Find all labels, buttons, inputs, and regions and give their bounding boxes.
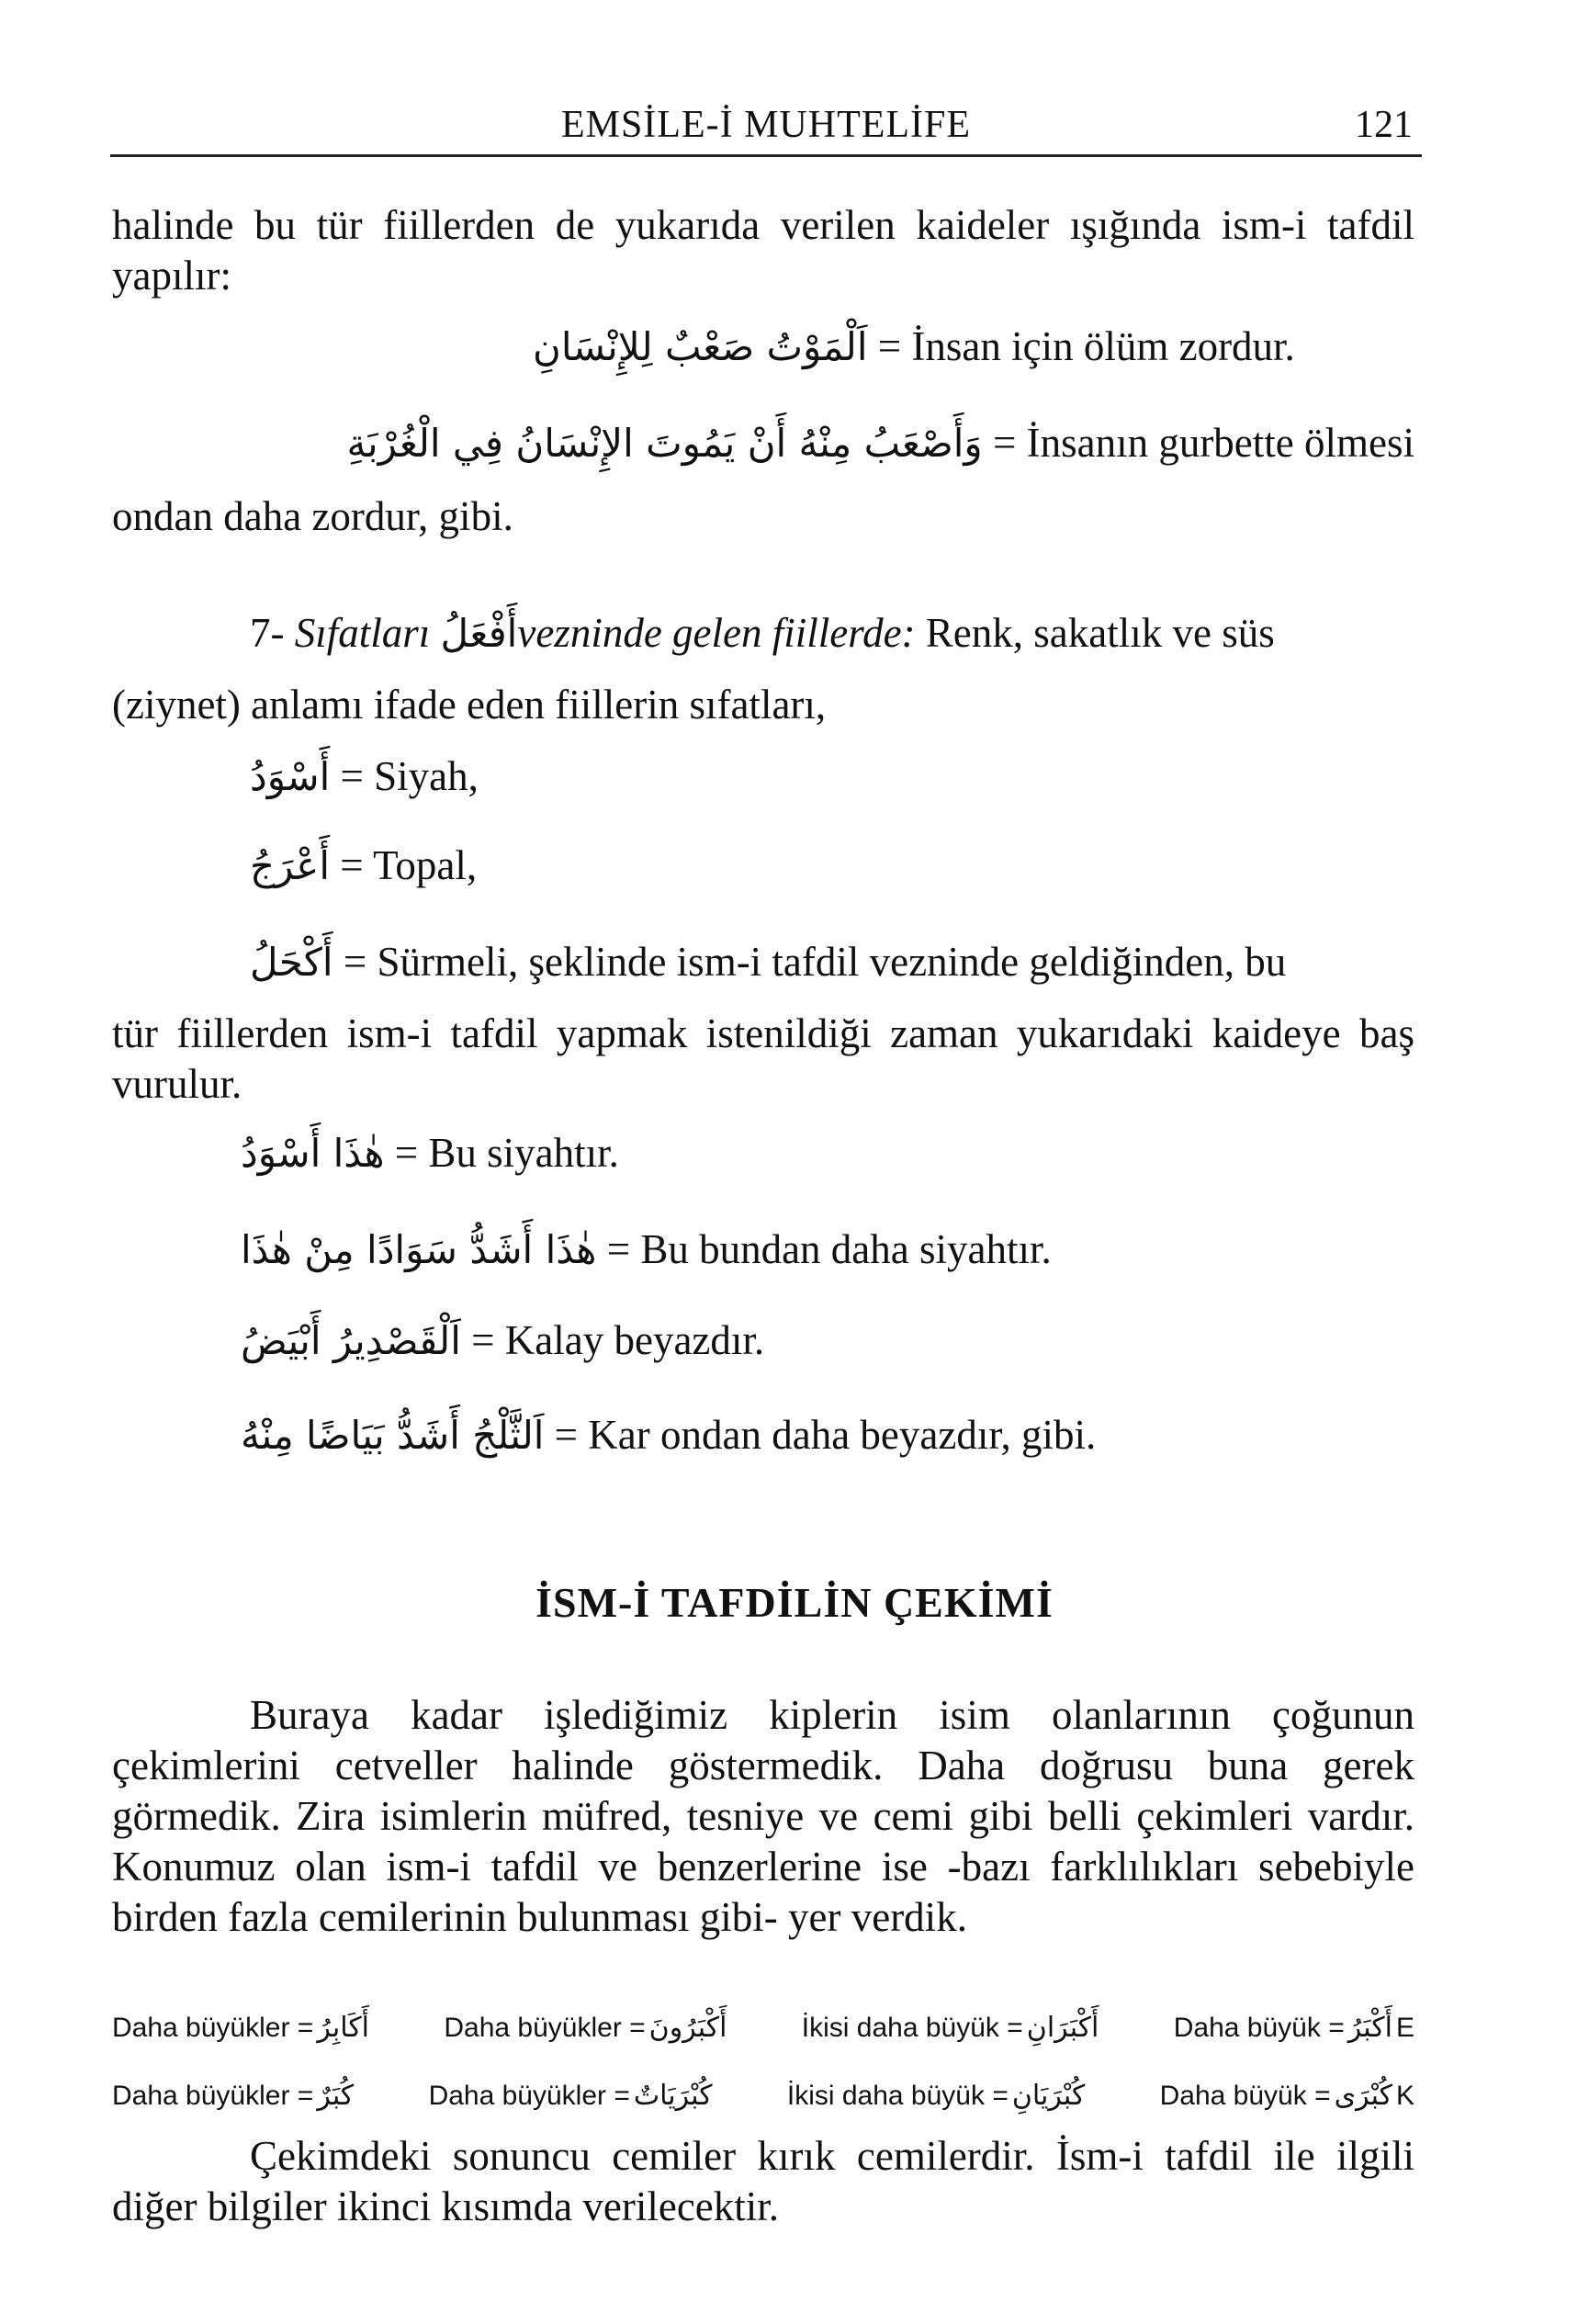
conj-arabic: كُبَرٌ — [317, 2080, 355, 2112]
comparison-1-arabic: هٰذَا أَسْوَدُ — [241, 1131, 385, 1176]
conj-arabic: أَكْبَرُ — [1347, 2012, 1392, 2044]
conj-label: Daha büyük = — [1159, 2081, 1331, 2111]
conj-k-singular — [1160, 2078, 1414, 2115]
conj-row-tag: E — [1395, 2013, 1414, 2043]
conj-arabic: كُبْرَيَانِ — [1011, 2080, 1086, 2112]
conj-label: Daha büyükler = — [428, 2081, 630, 2111]
conj-label: İkisi daha büyük = — [801, 2013, 1023, 2043]
adjective-1-arabic: أَسْوَدُ — [250, 754, 331, 799]
example-2 — [346, 418, 1414, 468]
conj-row-tag: K — [1395, 2081, 1414, 2111]
running-title: EMSİLE-İ MUHTELİFE — [560, 104, 972, 146]
section-7-italic-tail: vezninde gelen fiillerde: — [517, 610, 916, 656]
adjective-3 — [250, 937, 1286, 987]
comparison-3-arabic: اَلْقَصْدِيرُ أَبْيَضُ — [241, 1318, 461, 1363]
adjective-2-arabic: أَعْرَجُ — [250, 843, 331, 888]
example-2-meaning: = İnsanın gurbette ölmesi — [992, 420, 1414, 466]
section-7-pattern: أَفْعَلُ — [440, 611, 518, 656]
conj-label: Daha büyükler = — [112, 2081, 314, 2111]
conj-label: İkisi daha büyük = — [786, 2081, 1009, 2111]
section-7-line-1 — [250, 608, 1275, 659]
example-1-meaning: = İnsan için ölüm zordur. — [877, 323, 1295, 369]
rule-paragraph: tür fiillerden ism-i tafdil yapmak istenildiği zaman yukarıdaki kaideye baş vurulur. — [112, 1010, 1414, 1107]
comparison-3 — [241, 1315, 764, 1366]
conj-e-plural-broken — [112, 2010, 369, 2047]
closing-paragraph: Çekimdeki sonuncu cemiler kırık cemilerdir. İsm-i tafdil ile ilgili diğer bilgiler ikinci kısımda verilecektir. — [112, 2133, 1414, 2229]
example-1-arabic: اَلْمَوْتُ صَعْبٌ لِلإِنْسَانِ — [533, 324, 868, 369]
example-2-continuation: ondan daha zordur, gibi. — [112, 493, 513, 539]
conj-label: Daha büyükler = — [112, 2013, 314, 2043]
comparison-2-meaning: = Bu bundan daha siyahtır. — [606, 1226, 1052, 1272]
conj-arabic: أَكْبَرُونَ — [648, 2012, 727, 2044]
section-7-number: 7- — [250, 610, 285, 656]
conj-e-dual — [802, 2010, 1099, 2047]
conj-arabic: أَكَابِرُ — [317, 2012, 369, 2044]
adjective-1-meaning: = Siyah, — [340, 753, 479, 799]
section-7-rest: Renk, sakatlık ve süs — [925, 610, 1275, 656]
conj-arabic: كُبْرَى — [1334, 2080, 1392, 2112]
conj-label: Daha büyükler = — [444, 2013, 646, 2043]
adjective-3-meaning: = Sürmeli, şeklinde ism-i tafdil vezninde geldiğinden, bu — [343, 939, 1287, 985]
example-1 — [533, 322, 1295, 372]
section-7-italic-lead: Sıfatları — [294, 610, 431, 656]
comparison-3-meaning: = Kalay beyazdır. — [471, 1317, 765, 1363]
page-header — [110, 99, 1422, 157]
adjective-1 — [250, 751, 479, 802]
conjugation-row-k — [112, 2078, 1414, 2115]
section-heading: İSM-İ TAFDİLİN ÇEKİMİ — [535, 1579, 1054, 1626]
comparison-4 — [241, 1410, 1096, 1461]
comparison-1-meaning: = Bu siyahtır. — [394, 1130, 619, 1176]
conj-k-plural-broken — [112, 2078, 354, 2115]
conj-label: Daha büyük = — [1173, 2013, 1345, 2043]
conj-e-plural-sound — [444, 2010, 727, 2047]
comparison-2 — [241, 1224, 1052, 1275]
body-paragraph: Buraya kadar işlediğimiz kiplerin isim olanlarının çoğunun çekimlerini cetveller halinde göstermedik. Daha doğrusu buna gerek görmedik. Zira isimlerin müfred, tesniye ve cemi gibi belli çekimleri vardır. Konumuz olan ism-i tafdil ve benzerlerine ise -bazı farklılıkları sebebiyle birden fazla cemilerinin bulunması gibi- yer verdik. — [112, 1692, 1414, 1940]
page-number: 121 — [1355, 104, 1413, 146]
adjective-2 — [250, 840, 477, 891]
conj-e-singular — [1174, 2010, 1414, 2047]
example-2-arabic: وَأَصْعَبُ مِنْهُ أَنْ يَمُوتَ الإِنْسَانُ فِي الْغُرْبَةِ — [346, 421, 983, 466]
comparison-4-meaning: = Kar ondan daha beyazdır, gibi. — [554, 1412, 1097, 1458]
comparison-2-arabic: هٰذَا أَشَدُّ سَوَادًا مِنْ هٰذَا — [241, 1227, 597, 1272]
conj-k-dual — [787, 2078, 1085, 2115]
intro-paragraph: halinde bu tür fiillerden de yukarıda verilen kaideler ışığında ism-i tafdil yapılır: — [112, 202, 1414, 299]
conj-arabic: أَكْبَرَانِ — [1026, 2012, 1099, 2044]
comparison-4-arabic: اَلثَّلْجُ أَشَدُّ بَيَاضًا مِنْهُ — [241, 1413, 545, 1458]
comparison-1 — [241, 1128, 619, 1179]
conjugation-row-e — [112, 2010, 1414, 2047]
conj-arabic: كُبْرَيَاتٌ — [633, 2080, 713, 2112]
adjective-2-meaning: = Topal, — [340, 842, 478, 888]
section-7-line-2: (ziynet) anlamı ifade eden fiillerin sıfatları, — [112, 682, 827, 728]
adjective-3-arabic: أَكْحَلُ — [250, 940, 333, 985]
conj-k-plural-sound — [429, 2078, 713, 2115]
